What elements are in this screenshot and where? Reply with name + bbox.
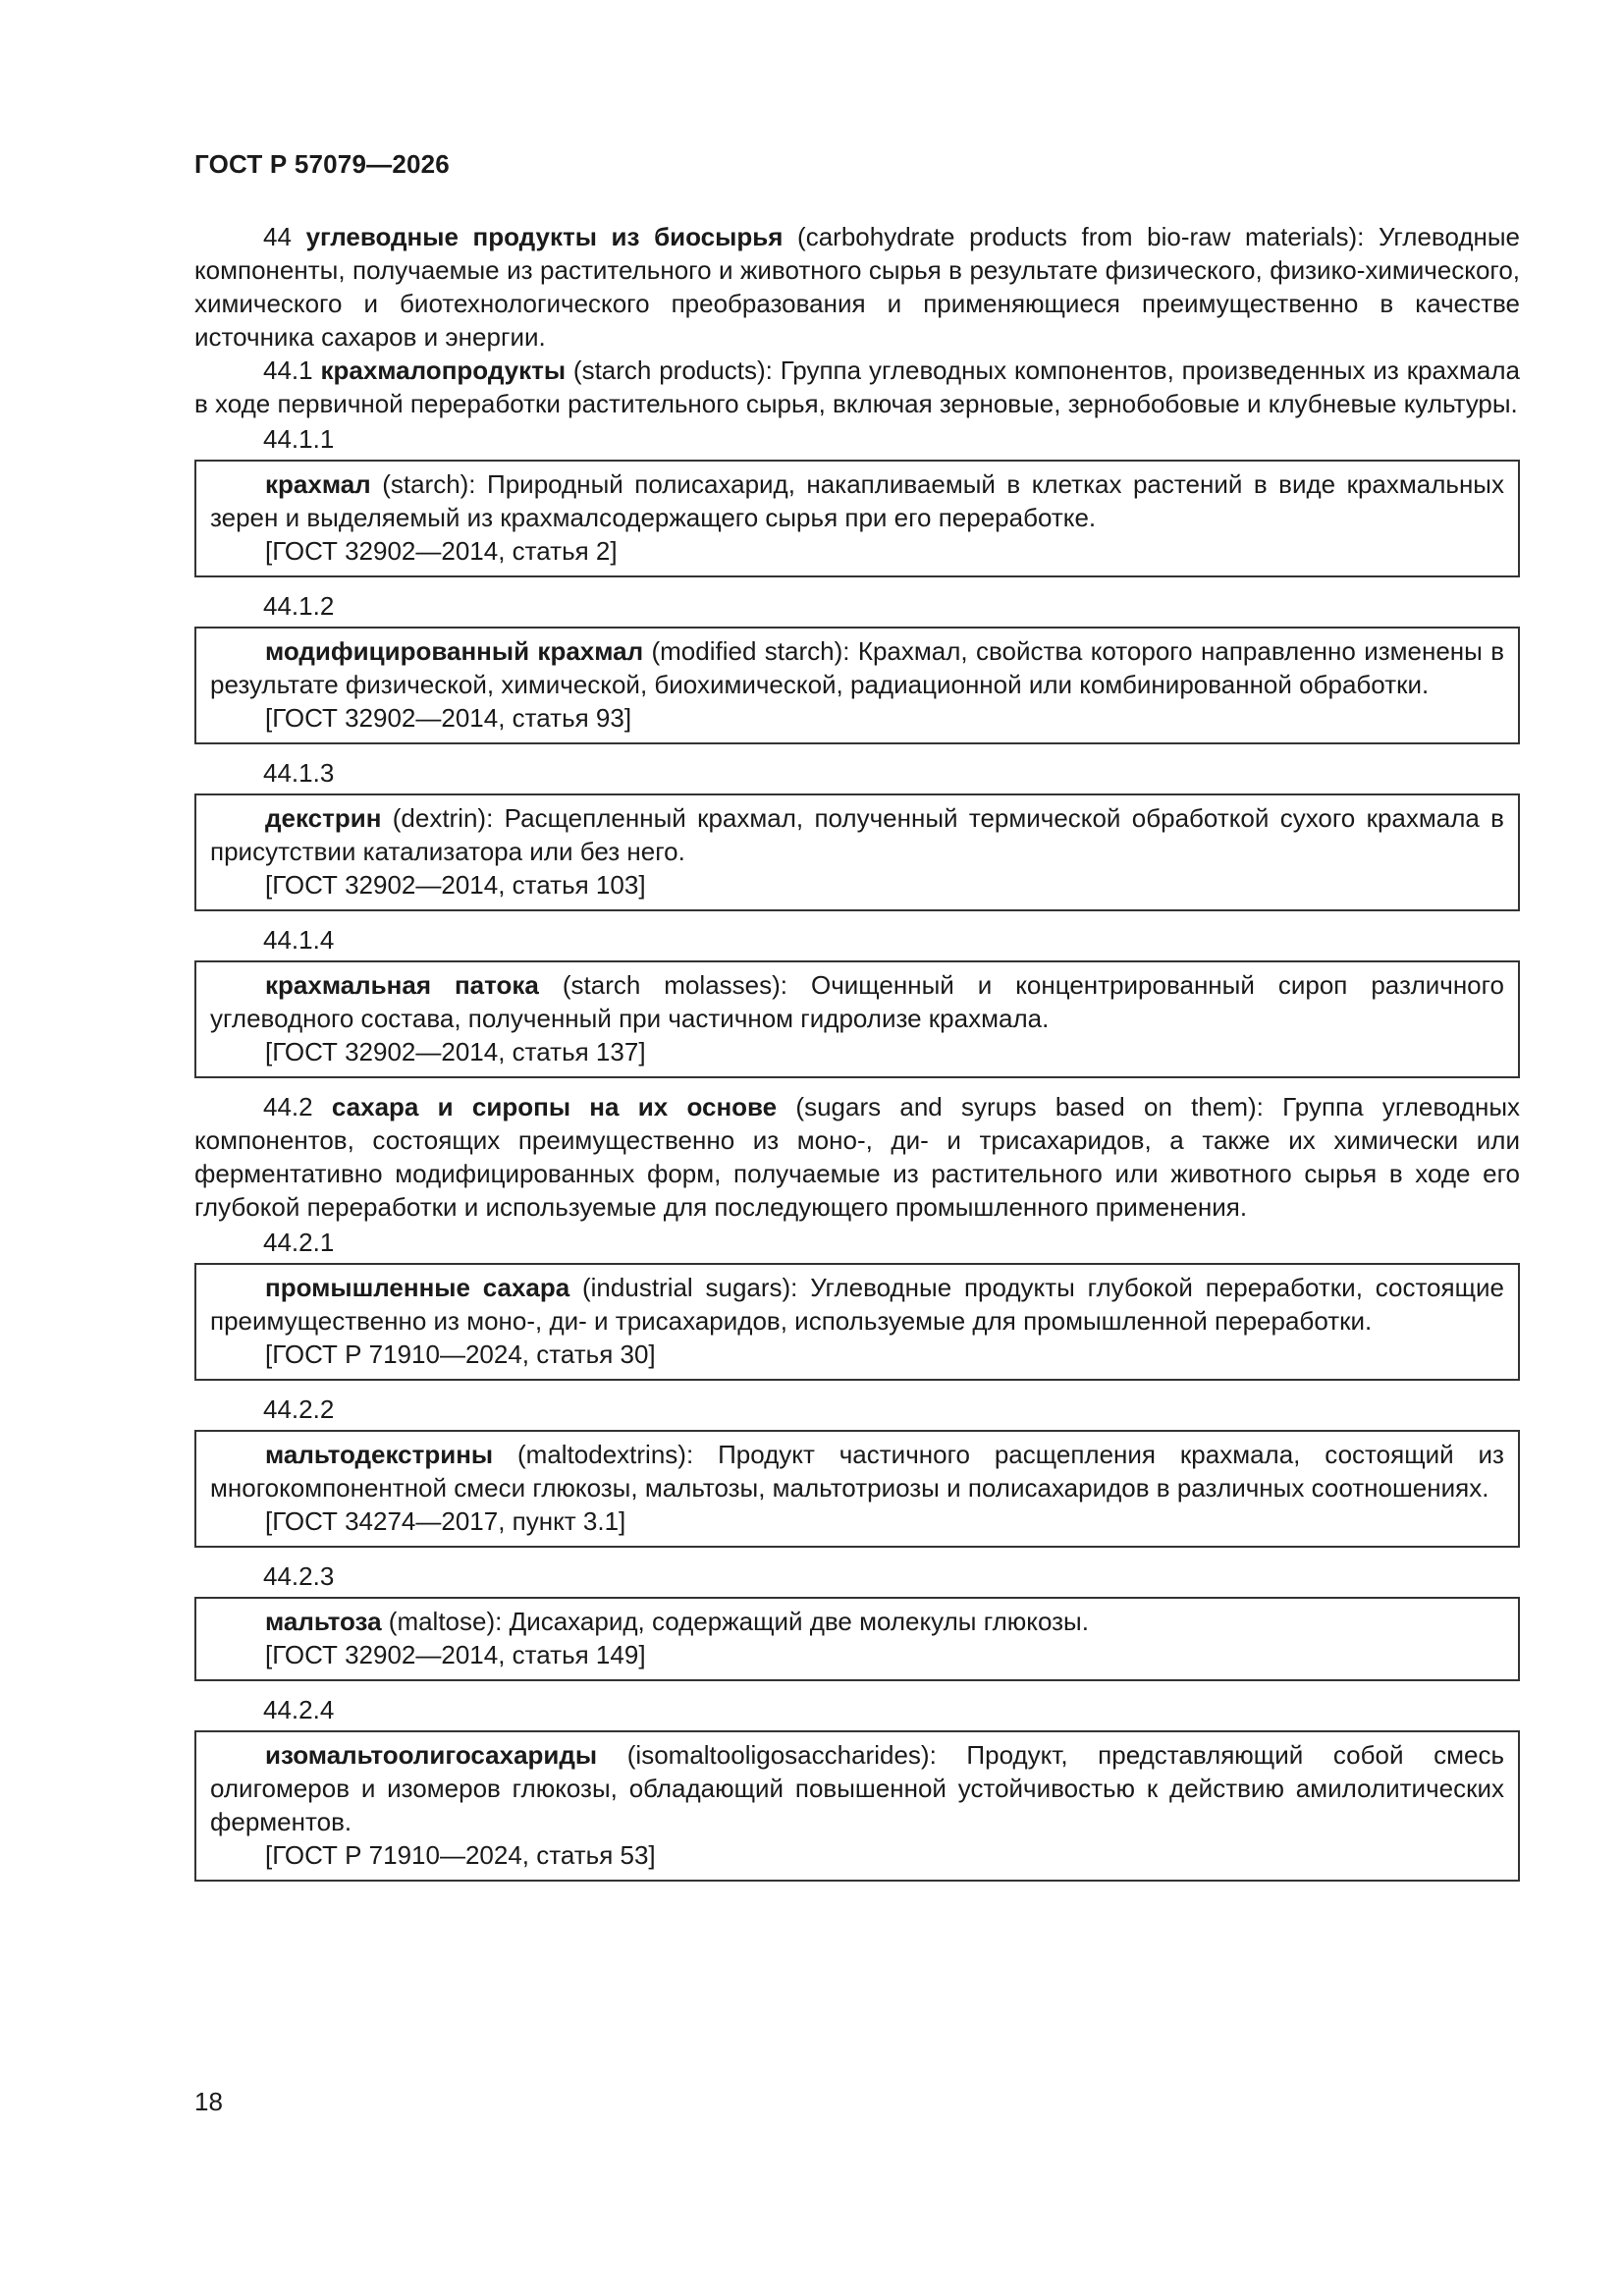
term-definition-block: [210, 1605, 1504, 1638]
term-english: (modified starch):: [651, 636, 850, 666]
term-definition: Очищенный и концентрированный сироп различного углеводного состава, полученный при частичном гидролизе крахмала.: [210, 970, 1505, 1033]
term-name: мальтодекстрины: [265, 1440, 494, 1469]
term-definition-block: [210, 634, 1504, 701]
clause-number: 44.2.4: [263, 1695, 335, 1724]
term-source: [ГОСТ 32902—2014, статья 137]: [265, 1037, 646, 1066]
term-definition-block: [210, 467, 1504, 534]
term-name: мальтоза: [265, 1607, 382, 1636]
term-definition-block: [210, 968, 1504, 1035]
term-definition: Углеводные продукты глубокой переработки, состоящие преимущественно из моно-, ди- и трисахаридов, используемые для промышленной переработки.: [210, 1273, 1504, 1336]
clause-number: 44: [263, 222, 292, 251]
term-name: крахмал: [265, 469, 371, 499]
term-box: [194, 1730, 1520, 1882]
term-box: [194, 460, 1520, 577]
term-definition: Природный полисахарид, накапливаемый в клетках растений в виде крахмальных зерен и выделяемый из крахмалсодержащего сырья при его переработке.: [210, 469, 1504, 532]
term-definition: Продукт частичного расщепления крахмала, состоящий из многокомпонентной смеси глюкозы, мальтозы, мальтотриозы и полисахаридов в различных соотношениях.: [210, 1440, 1504, 1503]
term-name: углеводные продукты из биосырья: [305, 222, 784, 251]
clause-number: 44.1: [263, 355, 313, 385]
clause-number: 44.1.4: [263, 925, 335, 955]
term-english: (dextrin):: [392, 803, 494, 833]
term-definition-block: [210, 801, 1504, 868]
term-paragraph: [194, 354, 1520, 420]
term-english: (carbohydrate products from bio-raw materials):: [797, 222, 1365, 251]
document-content: [194, 220, 1520, 1893]
term-definition-block: [210, 1271, 1504, 1338]
term-name: сахара и сиропы на их основе: [331, 1092, 778, 1121]
term-name: модифицированный крахмал: [265, 636, 644, 666]
term-definition-block: [210, 1738, 1504, 1838]
page-number: 18: [194, 2087, 223, 2116]
term-box: [194, 960, 1520, 1078]
term-box: [194, 1430, 1520, 1548]
term-definition-block: [210, 1438, 1504, 1504]
clause-number: 44.2.2: [263, 1394, 335, 1424]
term-source: [ГОСТ 32902—2014, статья 2]: [265, 536, 618, 566]
clause-number: 44.2.1: [263, 1228, 335, 1257]
term-name: крахмальная патока: [265, 970, 539, 1000]
term-definition: Продукт, представляющий собой смесь олигомеров и изомеров глюкозы, обладающий повышенной устойчивостью к действию амилолитических ферментов.: [210, 1740, 1504, 1836]
term-source: [ГОСТ Р 71910—2024, статья 53]: [265, 1840, 656, 1870]
document-code-header: ГОСТ Р 57079—2026: [194, 149, 450, 179]
term-english: (sugars and syrups based on them):: [795, 1092, 1264, 1121]
term-source: [ГОСТ 32902—2014, статья 149]: [265, 1640, 646, 1669]
term-source: [ГОСТ 34274—2017, пункт 3.1]: [265, 1506, 626, 1536]
term-box: [194, 1597, 1520, 1681]
clause-number: 44.1.3: [263, 758, 335, 788]
term-name: крахмалопродукты: [320, 355, 567, 385]
clause-number: 44.1.1: [263, 424, 335, 454]
term-source: [ГОСТ 32902—2014, статья 93]: [265, 703, 632, 733]
clause-number: 44.2.3: [263, 1561, 335, 1591]
term-english: (starch molasses):: [562, 970, 788, 1000]
term-english: (starch):: [382, 469, 476, 499]
term-english: (maltose):: [388, 1607, 503, 1636]
term-name: изомальтоолигосахариды: [265, 1740, 598, 1770]
term-box: [194, 1263, 1520, 1381]
clause-number: 44.2: [263, 1092, 313, 1121]
term-definition: Крахмал, свойства которого направленно изменены в результате физической, химической, биохимической, радиационной или комбинированной обработки.: [210, 636, 1505, 699]
term-definition: Углеводные компоненты, получаемые из растительного и животного сырья в результате физического, физико-химического, химического и биотехнологического преобразования и применяющиеся преимущественно в качестве источника сахаров и энергии.: [194, 222, 1521, 352]
term-english: (maltodextrins):: [517, 1440, 694, 1469]
term-source: [ГОСТ Р 71910—2024, статья 30]: [265, 1339, 656, 1369]
term-name: декстрин: [265, 803, 382, 833]
term-box: [194, 793, 1520, 911]
term-english: (industrial sugars):: [582, 1273, 798, 1302]
term-definition: Группа углеводных компонентов, состоящих преимущественно из моно-, ди- и трисахаридов, а также их химически или ферментативно модифицированных форм, получаемые из растительного или животного сырья в ходе его глубокой переработки и используемые для последующего промышленного применения.: [194, 1092, 1521, 1222]
clause-number: 44.1.2: [263, 591, 335, 621]
term-definition: Дисахарид, содержащий две молекулы глюкозы.: [509, 1607, 1089, 1636]
term-definition: Группа углеводных компонентов, произведенных из крахмала в ходе первичной переработки растительного сырья, включая зерновые, зернобобовые и клубневые культуры.: [194, 355, 1520, 418]
term-paragraph: [194, 220, 1520, 354]
term-source: [ГОСТ 32902—2014, статья 103]: [265, 870, 646, 900]
term-english: (starch products):: [572, 355, 773, 385]
term-box: [194, 627, 1520, 744]
term-name: промышленные сахара: [265, 1273, 570, 1302]
term-definition: Расщепленный крахмал, полученный термической обработкой сухого крахмала в присутствии катализатора или без него.: [210, 803, 1504, 866]
term-paragraph: [194, 1090, 1520, 1224]
term-english: (isomaltooligosaccharides):: [626, 1740, 937, 1770]
